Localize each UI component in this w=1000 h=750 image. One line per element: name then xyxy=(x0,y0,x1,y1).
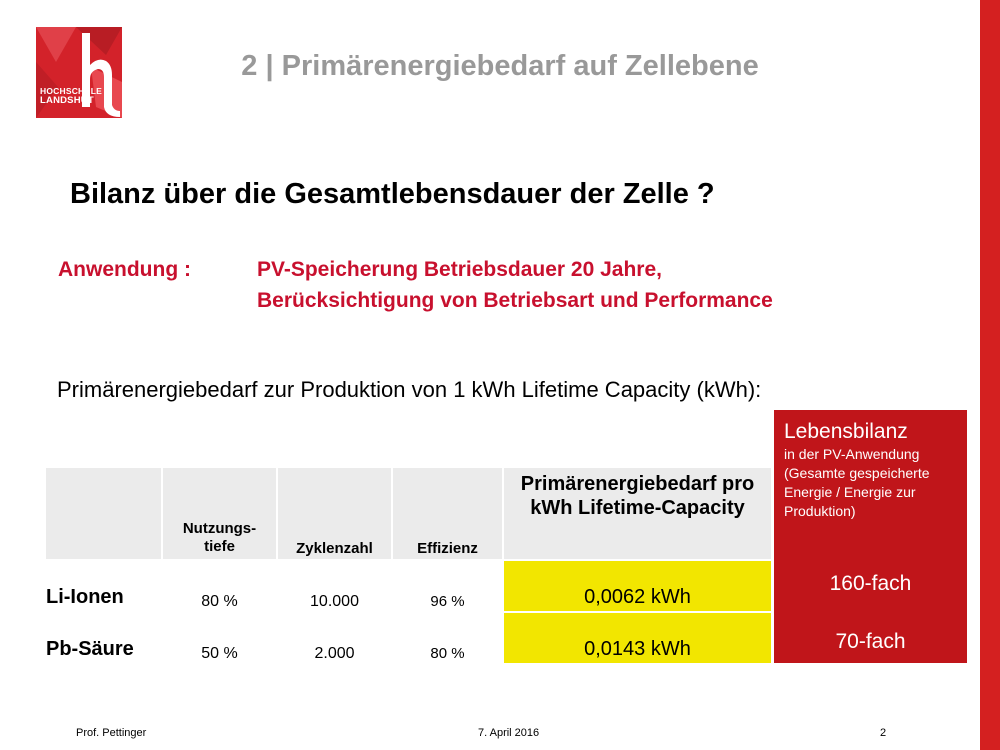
li-ionen-primaer-cell xyxy=(504,561,771,611)
table-header-effizienz xyxy=(393,468,502,559)
li-ionen-primaer-value: 0,0062 kWh xyxy=(584,586,691,608)
slide-heading: Bilanz über die Gesamtlebensdauer der Zelle ? xyxy=(70,178,715,210)
lebensbilanz-description: in der PV-Anwendung (Gesamte gespeicherte Energie / Energie zur Produktion) xyxy=(784,446,930,519)
application-line-1: PV-Speicherung Betriebsdauer 20 Jahre, xyxy=(257,258,662,281)
footer-author: Prof. Pettinger xyxy=(76,727,147,739)
table-header-nutzungstiefe xyxy=(163,468,276,559)
li-ionen-nutzungstiefe: 80 % xyxy=(201,593,238,610)
pb-saeure-zyklenzahl: 2.000 xyxy=(314,645,355,662)
effizienz-header-label: Effizienz xyxy=(417,540,478,557)
li-ionen-lebensbilanz-value: 160-fach xyxy=(829,572,912,595)
logo-text-line2: LANDSHUT xyxy=(40,95,94,106)
row-label-pb-saeure: Pb-Säure xyxy=(46,638,134,660)
table-header-empty xyxy=(46,468,161,559)
pb-saeure-nutzungstiefe: 50 % xyxy=(201,645,238,662)
table-header-zyklenzahl xyxy=(278,468,391,559)
pb-saeure-lebensbilanz-value: 70-fach xyxy=(835,630,906,653)
li-ionen-effizienz: 96 % xyxy=(430,593,465,610)
right-edge-bar xyxy=(980,0,1000,750)
footer-page-number: 2 xyxy=(880,727,887,739)
footer-date: 7. April 2016 xyxy=(478,727,540,739)
table-caption: Primärenergiebedarf zur Produktion von 1 kWh Lifetime Capacity (kWh): xyxy=(57,377,762,402)
slide-header-title: 2 | Primärenergiebedarf auf Zellebene xyxy=(241,50,759,82)
row-label-li-ionen: Li-Ionen xyxy=(46,586,124,608)
nutzungstiefe-header-label: Nutzungs- tiefe xyxy=(182,519,257,556)
lebensbilanz-panel xyxy=(774,410,967,663)
table-header-primaerenergiebedarf xyxy=(504,468,771,559)
primaer-header-label: Primärenergiebedarf pro kWh Lifetime-Capacity xyxy=(520,473,755,520)
application-line-2: Berücksichtigung von Betriebsart und Performance xyxy=(257,289,773,312)
pb-saeure-effizienz: 80 % xyxy=(430,645,465,662)
pb-saeure-primaer-value: 0,0143 kWh xyxy=(584,638,691,660)
zyklenzahl-header-label: Zyklenzahl xyxy=(296,540,373,557)
logo-text-line1: HOCHSCHULE xyxy=(40,86,102,96)
li-ionen-zyklenzahl: 10.000 xyxy=(310,593,359,610)
pb-saeure-primaer-cell xyxy=(504,613,771,663)
lebensbilanz-title: Lebensbilanz xyxy=(784,420,908,443)
application-label: Anwendung : xyxy=(58,258,191,281)
